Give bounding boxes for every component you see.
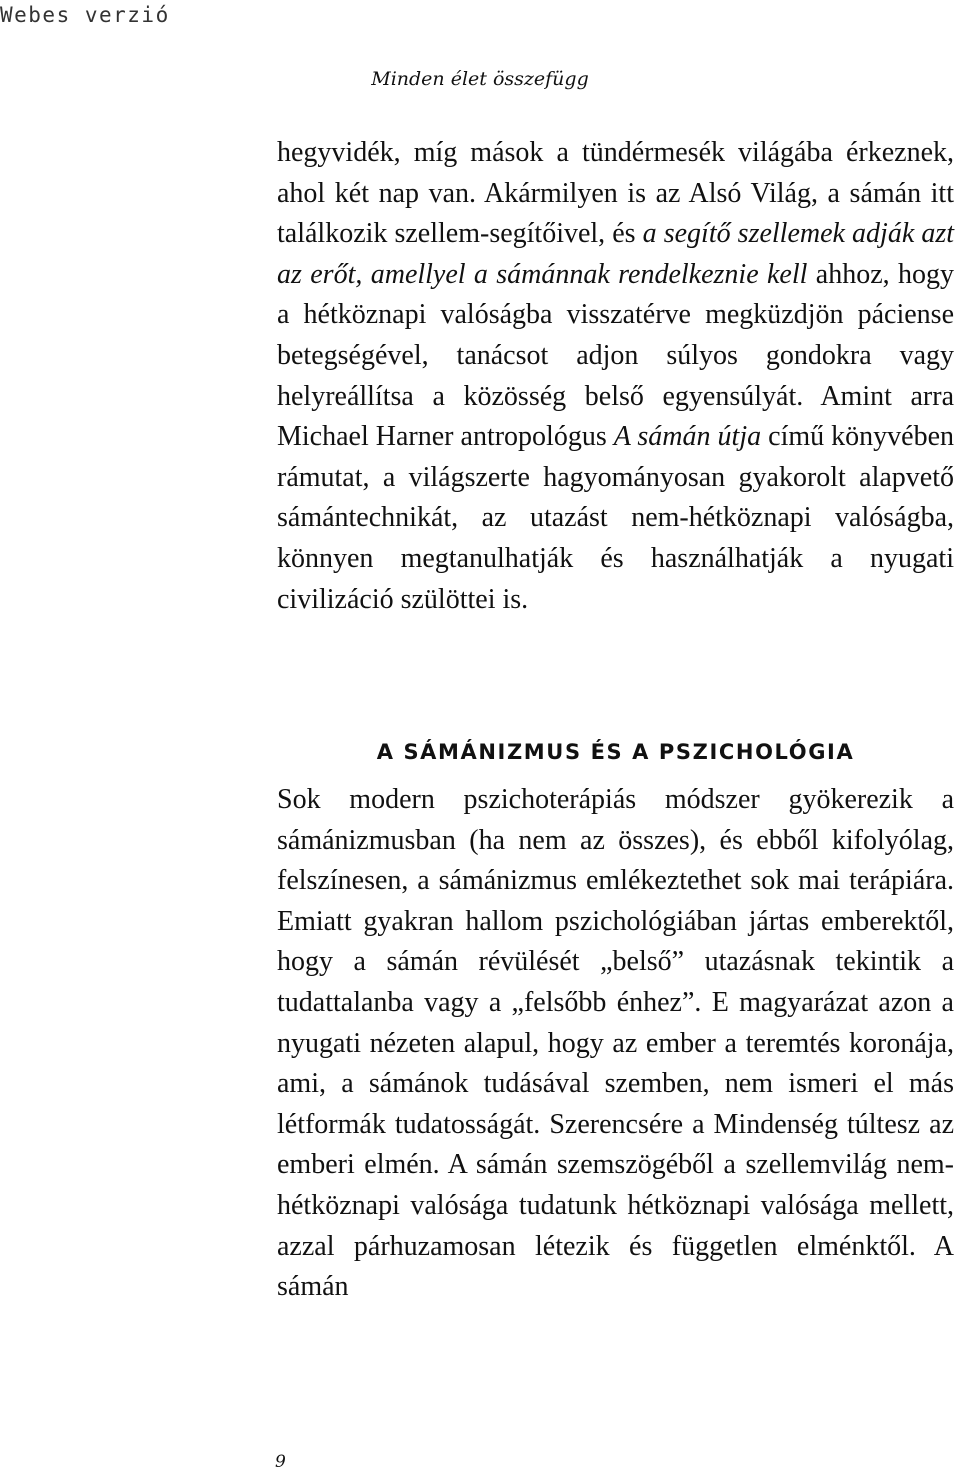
paragraph-segment-italic: a segítő szellemek adják azt az erőt, amellyel a sámánnak rendelkeznie kell	[277, 218, 954, 290]
page-number: 9	[275, 1452, 286, 1472]
paragraph-segment: hegyvidék, míg mások a tündérmesék világába érkeznek, ahol két nap van. Akármilyen is az Alsó Világ, a sámán itt találkozik szellem-segítőivel, és	[277, 137, 954, 250]
running-header: Minden élet összefügg	[371, 68, 589, 90]
paragraph-segment: című könyvében rámutat, a világszerte hagyományosan gyakorolt alapvető sámántechnikát, az utazást nem-hétköznapi valóságba, könnyen megtanulhatják és használhatják a nyugati civilizáció szülöttei is.	[277, 421, 955, 615]
book-title-italic: A sámán útja	[613, 421, 762, 453]
paragraph-segment: ahhoz, hogy a hétköznapi valóságba visszatérve megküzdjön páciense betegségével, tanácsot adjon súlyos gondokra vagy helyreállítsa a közösség belső egyensúlyát. Amint arra Michael Harner antropológus	[277, 258, 954, 453]
web-version-label: Webes verzió	[0, 3, 170, 27]
body-paragraph-2	[277, 780, 954, 1308]
paragraph-segment: Sok modern pszichoterápiás módszer gyökerezik a sámánizmusban (ha nem az összes), és ebből kifolyólag, felszínesen, a sámánizmus emlékeztethet sok mai terápiára. Emiatt gyakran hallom pszichológiában jártas emberektől, hogy a sámán révülését „belső” utazásnak tekintik a tudattalanba vagy a „felsőbb énhez”. E magyarázat azon a nyugati nézeten alapul, hogy az ember a teremtés koronája, ami, a sámánok tudásával szemben, nem ismeri el más létformák tudatosságát. Szerencsére a Mindenség túltesz az emberi elmén. A sámán szemszögéből a szellemvilág nem-hétköznapi valósága tudatunk hétköznapi valósága mellett, azzal párhuzamosan létezik és független elménktől. A sámán	[277, 784, 954, 1303]
section-heading: A SÁMÁNIZMUS ÉS A PSZICHOLÓGIA	[376, 740, 855, 764]
body-paragraph-1	[277, 133, 954, 620]
